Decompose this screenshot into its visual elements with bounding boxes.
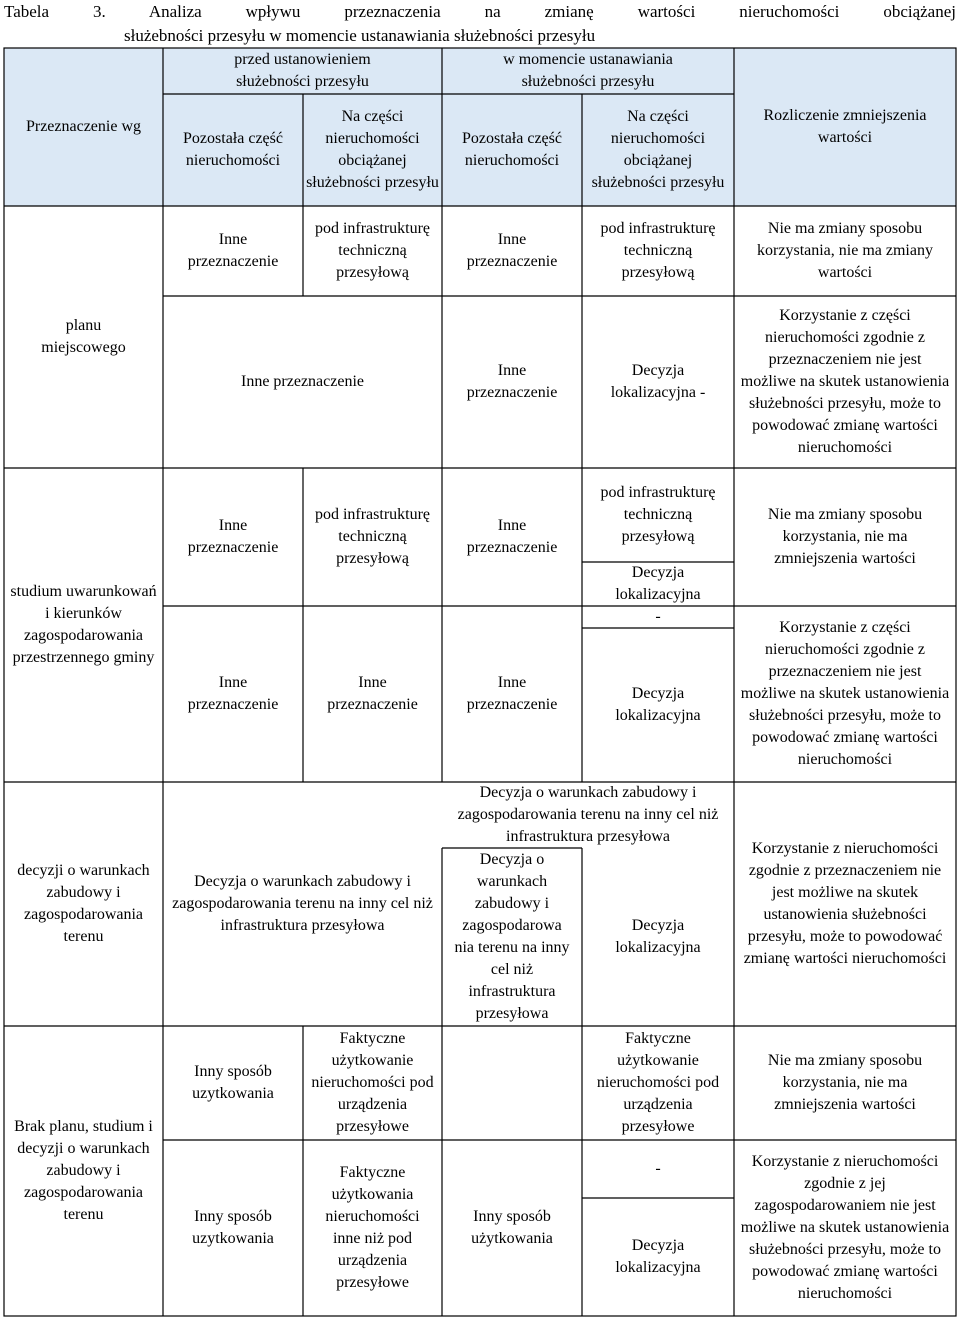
studium-a-na-czesci-infrastruktura: pod infrastrukturę techniczną przesyłową <box>600 484 716 545</box>
decyzja-rozliczenie: Korzystanie z nieruchomości zgodnie z przeznaczeniem nie jest możliwe na skutek ustanowienia służebności przesyłu, może to powodować zmianę wartości nieruchomości <box>743 840 947 967</box>
header-w-momencie: w momencie ustanawiania służebności przesyłu <box>503 51 673 90</box>
studium-b-na-czesci-przed: Inne przeznaczenie <box>327 674 418 713</box>
header-na-czesci-w-momencie: Na części nieruchomości obciążanej służebności przesyłu <box>591 108 725 191</box>
studium-b-pozostala-w-momencie: Inne przeznaczenie <box>466 674 558 713</box>
studium-b-pozostala-przed: Inne przeznaczenie <box>187 674 279 713</box>
studium-a-na-czesci-przed: pod infrastrukturę techniczną przesyłową <box>314 506 431 567</box>
plan-a-pozostala-w-momencie: Inne przeznaczenie <box>466 231 558 270</box>
row-label-brak-planu: Brak planu, studium i decyzji o warunkach zabudowy i zagospodarowania terenu <box>14 1118 153 1223</box>
header-pozostala-czesc-w-momencie: Pozostała część nieruchomości <box>462 130 562 169</box>
studium-b-rozliczenie: Korzystanie z części nieruchomości zgodnie z przeznaczeniem nie jest możliwe na skutek ustanowienia służebności przesyłu, może to powodować zmianę wartości nieruchomości <box>740 619 950 768</box>
decyzja-przed: Decyzja o warunkach zabudowy i zagospodarowania terenu na inny cel niż infrastruktura przesyłowa <box>172 873 433 934</box>
studium-b-na-czesci-dash: - <box>655 608 661 625</box>
caption-line-2: służebności przesyłu w momencie ustanawiania służebności przesyłu <box>124 26 596 45</box>
plan-b-przed: Inne przeznaczenie <box>240 373 364 390</box>
brak-b-pozostala-przed: Inny sposób uzytkowania <box>192 1208 274 1247</box>
studium-a-na-czesci-decyzja: Decyzja lokalizacyjna <box>615 564 701 603</box>
plan-b-pozostala-w-momencie: Inne przeznaczenie <box>466 362 558 401</box>
brak-b-na-czesci-dash: - <box>655 1160 661 1177</box>
studium-b-na-czesci-decyzja: Decyzja lokalizacyjna <box>615 685 701 724</box>
header-pozostala-czesc-przed: Pozostała część nieruchomości <box>183 130 283 169</box>
brak-a-na-czesci-przed: Faktyczne użytkowanie nieruchomości pod urządzenia przesyłowe <box>311 1030 434 1135</box>
brak-a-na-czesci-w-momencie: Faktyczne użytkowanie nieruchomości pod urządzenia przesyłowe <box>596 1030 720 1135</box>
studium-a-pozostala-w-momencie: Inne przeznaczenie <box>466 517 558 556</box>
plan-b-na-czesci-w-momencie: Decyzja lokalizacyjna - <box>610 362 706 401</box>
brak-b-rozliczenie: Korzystanie z nieruchomości zgodnie z jej zagospodarowaniem nie jest możliwe na skutek ustanowienia służebności przesyłu, może to powodować zmianę wartości nieruchomości <box>740 1153 950 1302</box>
row-label-studium: studium uwarunkowań i kierunków zagospodarowania przestrzennego gminy <box>10 583 157 666</box>
decyzja-pozostala-w-momencie: Decyzja o warunkach zabudowy i zagospodarowa nia terenu na inny cel niż infrastruktura przesyłowa <box>454 851 570 1022</box>
plan-a-pozostala-przed: Inne przeznaczenie <box>187 231 279 270</box>
brak-a-rozliczenie: Nie ma zmiany sposobu korzystania, nie ma zmniejszenia wartości <box>767 1052 923 1113</box>
plan-b-rozliczenie: Korzystanie z części nieruchomości zgodnie z przeznaczeniem nie jest możliwe na skutek ustanowienia służebności przesyłu, może to powodować zmianę wartości nieruchomości <box>740 307 950 456</box>
plan-a-rozliczenie: Nie ma zmiany sposobu korzystania, nie ma zmiany wartości <box>757 220 933 281</box>
studium-a-pozostala-przed: Inne przeznaczenie <box>187 517 279 556</box>
row-label-planu: planu miejscowego <box>41 317 126 356</box>
plan-a-na-czesci-przed: pod infrastrukturę techniczną przesyłową <box>314 220 431 281</box>
plan-a-na-czesci-w-momencie: pod infrastrukturę techniczną przesyłową <box>600 220 716 281</box>
header-na-czesci-przed: Na części nieruchomości obciążanej służebności przesyłu <box>306 108 439 191</box>
decyzja-na-czesci-w-momencie: Decyzja lokalizacyjna <box>615 917 701 956</box>
decyzja-w-momencie-top: Decyzja o warunkach zabudowy i zagospodarowania terenu na inny cel niż infrastruktura przesyłowa <box>457 784 719 845</box>
header-rozliczenie: Rozliczenie zmniejszenia wartości <box>763 107 927 146</box>
brak-b-na-czesci-przed: Faktyczne użytkowania nieruchomości inne niż pod urządzenia przesyłowe <box>325 1164 420 1291</box>
header-przed-ustanowieniem: przed ustanowieniem służebności przesyłu <box>234 51 371 90</box>
row-label-decyzji: decyzji o warunkach zabudowy i zagospodarowania terenu <box>17 862 150 945</box>
brak-b-na-czesci-decyzja: Decyzja lokalizacyjna <box>615 1237 701 1276</box>
caption-line-1: Tabela 3. Analiza wpływu przeznaczenia na zmianę wartości nieruchomości obciążanej <box>4 2 956 21</box>
brak-a-pozostala-przed: Inny sposób uzytkowania <box>192 1063 274 1102</box>
studium-a-rozliczenie: Nie ma zmiany sposobu korzystania, nie ma zmniejszenia wartości <box>767 506 923 567</box>
header-przeznaczenie-wg: Przeznaczenie wg <box>25 118 142 135</box>
brak-b-pozostala-w-momencie: Inny sposób użytkowania <box>471 1208 553 1247</box>
